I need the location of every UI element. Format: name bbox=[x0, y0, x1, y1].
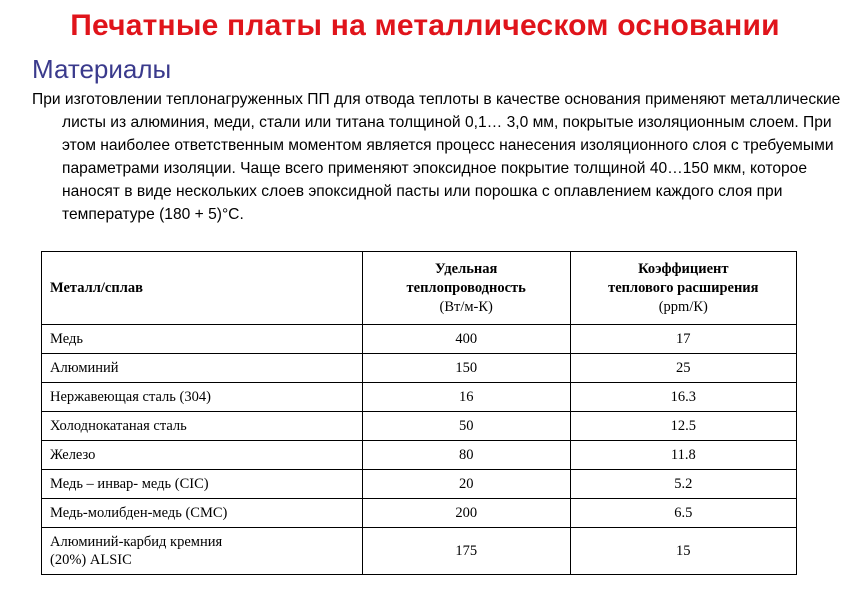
row-expansion: 17 bbox=[570, 325, 796, 354]
row-metal-name: Нержавеющая сталь (304) bbox=[42, 383, 363, 412]
row-metal-name: Медь – инвар- медь (CIC) bbox=[42, 470, 363, 499]
table-row bbox=[42, 499, 797, 528]
row-metal-name-line1: Алюминий-карбид кремния bbox=[50, 534, 223, 550]
row-expansion: 16.3 bbox=[570, 383, 796, 412]
row-conductivity: 16 bbox=[362, 383, 570, 412]
header-expansion-line1: Коэффициент bbox=[638, 260, 729, 277]
row-conductivity: 50 bbox=[362, 412, 570, 441]
row-conductivity: 150 bbox=[362, 354, 570, 383]
header-expansion bbox=[570, 252, 796, 325]
row-conductivity: 80 bbox=[362, 441, 570, 470]
header-conductivity-unit: (Вт/м-К) bbox=[439, 298, 493, 315]
row-conductivity: 200 bbox=[362, 499, 570, 528]
row-conductivity: 400 bbox=[362, 325, 570, 354]
section-subtitle: Материалы bbox=[32, 54, 172, 84]
materials-table-container bbox=[41, 251, 797, 575]
header-conductivity-line2: теплопроводность bbox=[406, 279, 526, 296]
row-metal-name: Медь bbox=[42, 325, 363, 354]
table-row bbox=[42, 412, 797, 441]
table-row bbox=[42, 383, 797, 412]
table-row bbox=[42, 470, 797, 499]
row-expansion: 6.5 bbox=[570, 499, 796, 528]
row-expansion: 12.5 bbox=[570, 412, 796, 441]
row-metal-name bbox=[42, 528, 363, 575]
table-row bbox=[42, 325, 797, 354]
row-metal-name: Алюминий bbox=[42, 354, 363, 383]
table-header-row bbox=[42, 252, 797, 325]
header-expansion-line2: теплового расширения bbox=[608, 279, 759, 296]
header-expansion-unit: (ppm/К) bbox=[658, 298, 708, 315]
slide-title: Печатные платы на металлическом основании bbox=[70, 9, 780, 42]
row-metal-name: Медь-молибден-медь (СМС) bbox=[42, 499, 363, 528]
row-conductivity: 175 bbox=[362, 528, 570, 575]
body-paragraph: При изготовлении теплонагруженных ПП для отвода теплоты в качестве основания применяют металлические листы из алюминия, меди, стали или титана толщиной 0,1… 3,0 мм, покрытые изоляционным слоем. При этом наиболее ответственным моментом является процесс нанесения изоляционного слоя с требуемыми параметрами изоляции. Чаще всего применяют эпоксидное покрытие толщиной 40…150 мкм, которое наносят в виде нескольких слоев эпоксидной пасты или порошка с оплавлением каждого слоя при температуре (180 + 5)°С. bbox=[32, 91, 841, 223]
table-row bbox=[42, 528, 797, 575]
materials-table bbox=[41, 251, 797, 575]
table-row bbox=[42, 441, 797, 470]
table-row bbox=[42, 354, 797, 383]
header-conductivity bbox=[362, 252, 570, 325]
header-metal-label: Металл/сплав bbox=[50, 279, 143, 296]
row-expansion: 15 bbox=[570, 528, 796, 575]
row-metal-name: Железо bbox=[42, 441, 363, 470]
row-metal-name: Холоднокатаная сталь bbox=[42, 412, 363, 441]
row-conductivity: 20 bbox=[362, 470, 570, 499]
row-metal-name-line2: (20%) ALSIC bbox=[50, 552, 132, 568]
row-expansion: 25 bbox=[570, 354, 796, 383]
row-expansion: 5.2 bbox=[570, 470, 796, 499]
header-conductivity-line1: Удельная bbox=[435, 260, 498, 277]
header-metal bbox=[42, 252, 363, 325]
row-expansion: 11.8 bbox=[570, 441, 796, 470]
